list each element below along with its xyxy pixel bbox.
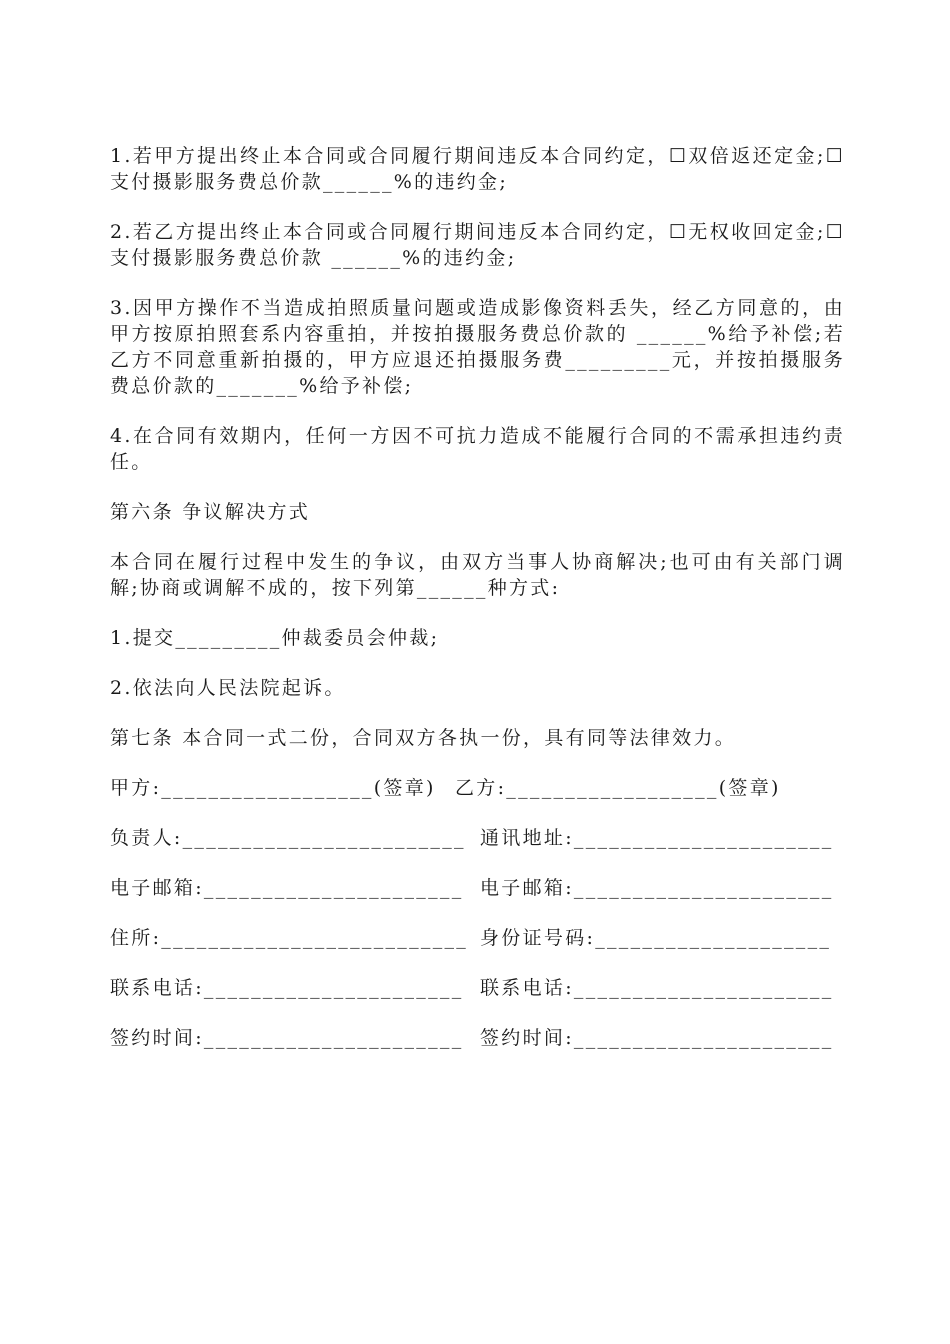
signature-party-row <box>110 775 845 801</box>
party-a-phone-field: 联系电话:______________________ <box>110 977 464 999</box>
clause-1: 1.若甲方提出终止本合同或合同履行期间违反本合同约定，☐双倍返还定金;☐支付摄影服务费总价款______%的违约金; <box>110 145 845 193</box>
signature-row-email <box>110 875 845 901</box>
party-b-email-field: 电子邮箱:______________________ <box>480 877 834 899</box>
clause-4: 4.在合同有效期内，任何一方因不可抗力造成不能履行合同的不需承担违约责任。 <box>110 425 845 473</box>
clause-3: 3.因甲方操作不当造成拍照质量问题或造成影像资料丢失，经乙方同意的，由甲方按原拍照套系内容重拍，并按拍摄服务费总价款的 ______%给予补偿;若乙方不同意重新拍摄的，甲方应退还拍摄服务费_________元，并按拍摄服务费总价款的_______%给予补偿; <box>110 297 845 397</box>
signature-row-phone <box>110 975 845 1001</box>
party-a-sign-date-field: 签约时间:______________________ <box>110 1027 464 1049</box>
responsible-person-field: 负责人:________________________ <box>110 827 466 849</box>
contract-page <box>110 143 845 1075</box>
residence-field: 住所:__________________________ <box>110 927 469 949</box>
article-6-option-1: 1.提交_________仲裁委员会仲裁; <box>110 627 440 649</box>
party-b-phone-field: 联系电话:______________________ <box>480 977 834 999</box>
article-6-intro: 本合同在履行过程中发生的争议，由双方当事人协商解决;也可由有关部门调解;协商或调解不成的，按下列第______种方式: <box>110 551 845 599</box>
signature-row-responsible <box>110 825 845 851</box>
article-6-title: 第六条 争议解决方式 <box>110 501 311 523</box>
article-6-option-2: 2.依法向人民法院起诉。 <box>110 677 346 699</box>
article-7-text: 第七条 本合同一式二份，合同双方各执一份，具有同等法律效力。 <box>110 727 737 749</box>
signature-row-address-id <box>110 925 845 951</box>
clause-2: 2.若乙方提出终止本合同或合同履行期间违反本合同约定，☐无权收回定金;☐支付摄影服务费总价款 ______%的违约金; <box>110 221 845 269</box>
party-a-signature: 甲方:__________________(签章) <box>110 777 436 799</box>
party-b-sign-date-field: 签约时间:______________________ <box>480 1027 834 1049</box>
party-b-signature: 乙方:__________________(签章) <box>455 777 781 799</box>
signature-row-date <box>110 1025 845 1051</box>
party-a-email-field: 电子邮箱:______________________ <box>110 877 464 899</box>
id-number-field: 身份证号码:____________________ <box>480 927 832 949</box>
mailing-address-field: 通讯地址:______________________ <box>480 827 834 849</box>
